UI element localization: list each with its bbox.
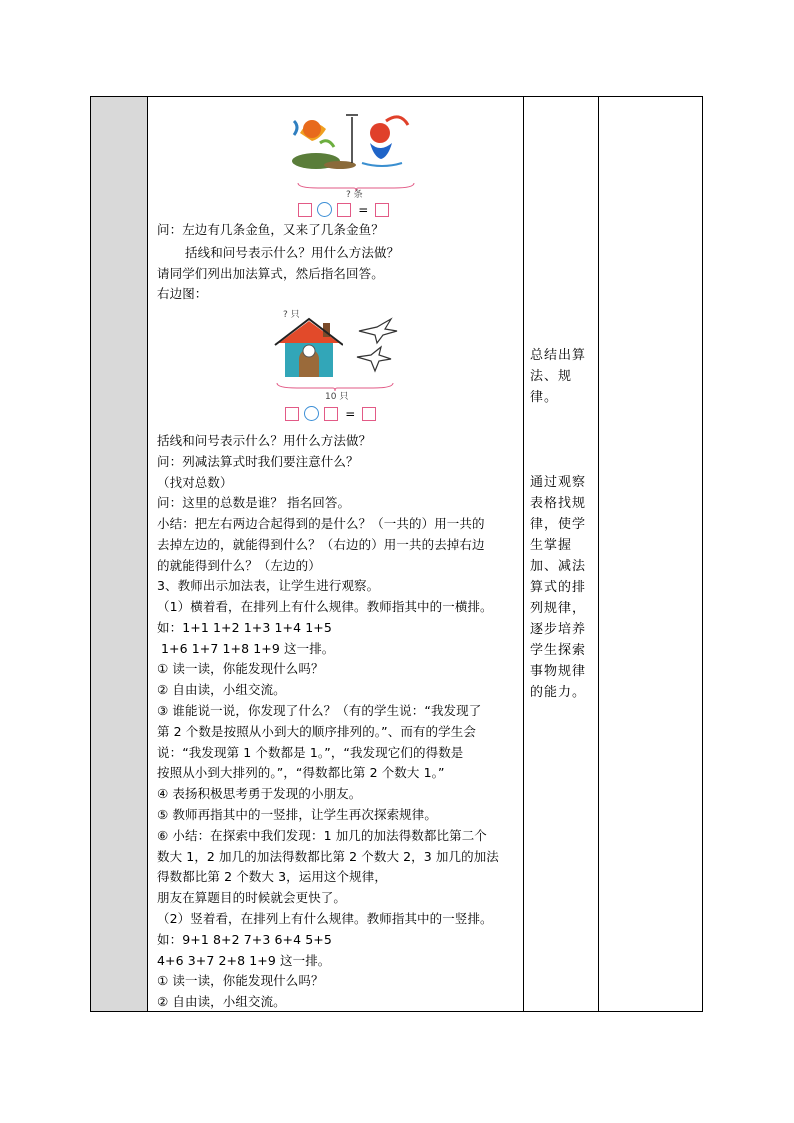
- left-shaded-column: [91, 97, 148, 1011]
- text-line: 问：这里的总数是谁？ 指名回答。: [157, 495, 351, 510]
- answer-box: [324, 407, 338, 421]
- text-line: （2）竖着看，在排列上有什么规律。教师指其中的一竖排。: [157, 911, 493, 926]
- text-line: ② 自由读，小组交流。: [157, 994, 286, 1009]
- text-line: 去掉左边的，就能得到什么？（右边的）用一共的去掉右边: [157, 537, 485, 552]
- text-line: 括线和问号表示什么？用什么方法做？: [185, 245, 400, 260]
- figure2-equation: [285, 403, 376, 422]
- text-line: ② 自由读，小组交流。: [157, 682, 286, 697]
- text-line: ④ 表扬积极思考勇于发现的小朋友。: [157, 786, 362, 801]
- text-line: 的就能得到什么？（左边的）: [157, 558, 321, 573]
- figure1-equation: [298, 199, 389, 218]
- text-line: （找对总数）: [157, 475, 233, 490]
- lesson-table: [90, 96, 703, 1012]
- summary-note: 总结出算法、规律。: [530, 348, 587, 405]
- operator-circle: [304, 406, 319, 421]
- equals-sign: =: [358, 202, 369, 217]
- text-line: 数大 1，2 加几的加法得数都比第 2 个数大 2，3 加几的加法: [157, 849, 499, 864]
- text-line: ③ 谁能说一说，你发现了什么？（有的学生说：“我发现了: [157, 703, 482, 718]
- text-line: 问：左边有几条金鱼，又来了几条金鱼？: [157, 222, 384, 237]
- operator-circle: [317, 202, 332, 217]
- text-line: 问：列减法算式时我们要注意什么？: [157, 454, 359, 469]
- text-line: 4+6 3+7 2+8 1+9 这一排。: [157, 953, 331, 968]
- text-line: （1）横着看，在排列上有什么规律。教师指其中的一横排。: [157, 599, 493, 614]
- text-line: 如：9+1 8+2 7+3 6+4 5+5: [157, 932, 332, 947]
- text-line: 3、教师出示加法表，让学生进行观察。: [157, 578, 380, 593]
- house-illustration: [273, 317, 343, 379]
- answer-box: [298, 203, 312, 217]
- figure2-bottom-label: 10 只: [325, 392, 349, 402]
- text-line: 按照从小到大排列的。”，“得数都比第 2 个数大 1。”: [157, 765, 445, 780]
- text-line: 1+6 1+7 1+8 1+9 这一排。: [161, 641, 335, 656]
- text-line: 得数都比第 2 个数大 3，运用这个规律，: [157, 869, 387, 884]
- figure2-top-label: ? 只: [283, 310, 300, 320]
- text-line: 小结：把左右两边合起得到的是什么？（一共的）用一共的: [157, 516, 485, 531]
- text-line: 请同学们列出加法算式，然后指名回答。: [157, 266, 384, 281]
- text-line: 说：“我发现第 1 个数都是 1。”，“我发现它们的得数是: [157, 745, 464, 760]
- goldfish-illustration: [286, 103, 426, 183]
- birds-illustration: [355, 317, 399, 379]
- text-line: 第 2 个数是按照从小到大的顺序排列的。”、而有的学生会: [157, 724, 476, 739]
- text-line: 如：1+1 1+2 1+3 1+4 1+5: [157, 620, 332, 635]
- figure1-question-label: ? 条: [346, 190, 363, 200]
- answer-box: [375, 203, 389, 217]
- text-line: ⑥ 小结：在探索中我们发现：1 加几的加法得数都比第二个: [157, 828, 487, 843]
- house-birds-figure: [271, 307, 401, 427]
- design-intent-column: [523, 97, 599, 1011]
- goldfish-figure: [286, 103, 426, 215]
- text-line: 括线和问号表示什么？用什么方法做？: [157, 433, 372, 448]
- text-line: 朋友在算题目的时候就会更快了。: [157, 890, 347, 905]
- answer-box: [337, 203, 351, 217]
- answer-box: [285, 407, 299, 421]
- teaching-process-cell: [149, 97, 523, 1011]
- equals-sign: =: [345, 406, 356, 421]
- text-line: 右边图：: [157, 286, 208, 301]
- observe-note: 通过观察表格找规律，使学生掌握加、减法算式的排列规律，逐步培养学生探索事物规律的能力。: [530, 475, 587, 700]
- text-line: ⑤ 教师再指其中的一竖排，让学生再次探索规律。: [157, 807, 437, 822]
- text-line: ① 读一读，你能发现什么吗？: [157, 661, 324, 676]
- answer-box: [362, 407, 376, 421]
- text-line: ① 读一读，你能发现什么吗？: [157, 973, 324, 988]
